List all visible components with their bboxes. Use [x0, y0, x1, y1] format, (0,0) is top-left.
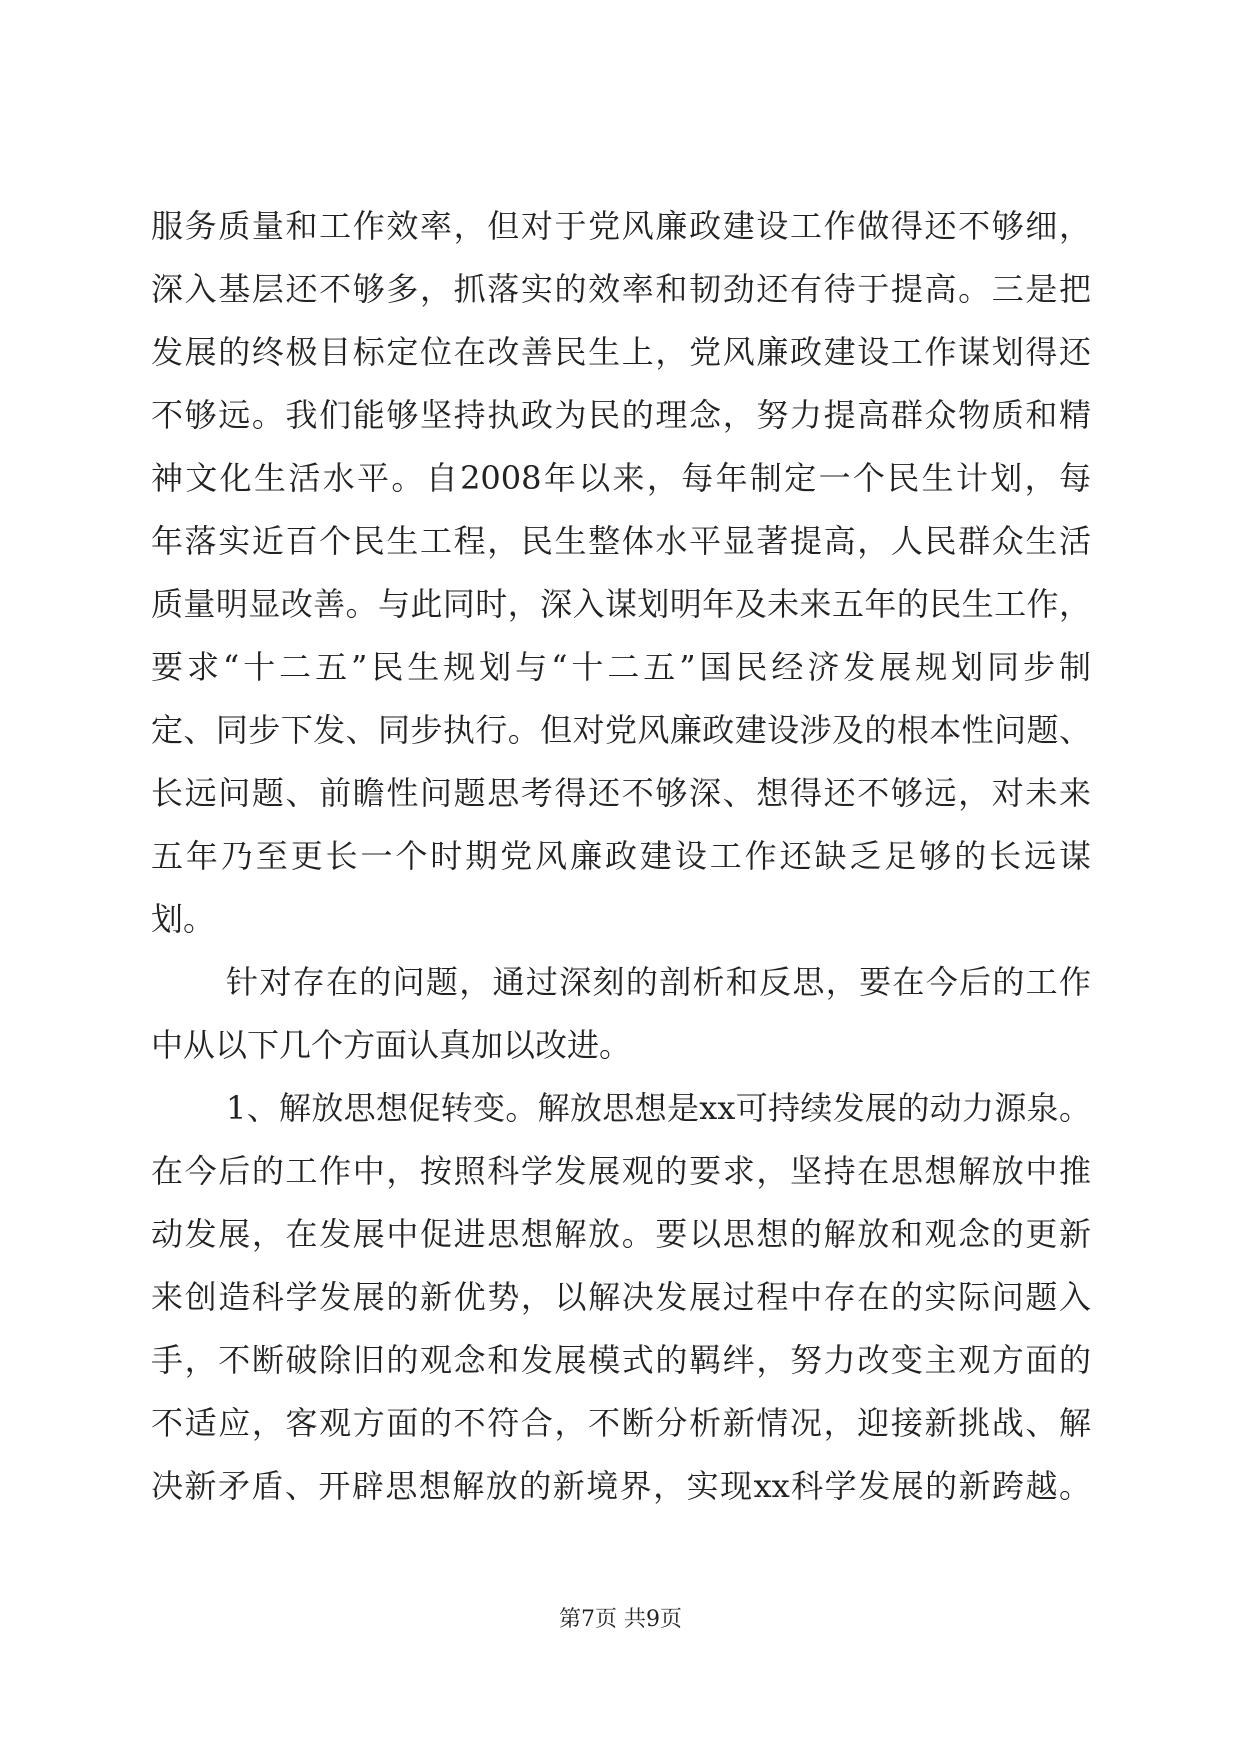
document-body — [151, 195, 1091, 1518]
text-line: 划。 — [151, 900, 216, 938]
text-line: 中从以下几个方面认真加以改进。 — [151, 1026, 632, 1064]
page-footer — [0, 1605, 1241, 1635]
text-line: 长远问题、前瞻性问题思考得还不够深、想得还不够远，对未来 — [151, 774, 1091, 812]
text-line: 深入基层还不够多，抓落实的效率和韧劲还有待于提高。三是把 — [151, 270, 1091, 308]
text-line: 决新矛盾、开辟思想解放的新境界，实现xx科学发展的新跨越。 — [151, 1467, 1091, 1505]
text-line: 手，不断破除旧的观念和发展模式的羁绊，努力改变主观方面的 — [151, 1341, 1091, 1379]
text-line: 要求“十二五”民生规划与“十二五”国民经济发展规划同步制 — [151, 648, 1091, 686]
text-line: 不够远。我们能够坚持执政为民的理念，努力提高群众物质和精 — [151, 396, 1091, 434]
page-number: 第7页 共9页 — [559, 1607, 682, 1632]
text-line: 发展的终极目标定位在改善民生上，党风廉政建设工作谋划得还 — [151, 333, 1091, 371]
text-line: 定、同步下发、同步执行。但对党风廉政建设涉及的根本性问题、 — [151, 711, 1091, 749]
text-line: 在今后的工作中，按照科学发展观的要求，坚持在思想解放中推 — [151, 1152, 1091, 1190]
text-line: 五年乃至更长一个时期党风廉政建设工作还缺乏足够的长远谋 — [151, 837, 1091, 875]
text-line: 动发展，在发展中促进思想解放。要以思想的解放和观念的更新 — [151, 1215, 1091, 1253]
text-line: 年落实近百个民生工程，民生整体水平显著提高，人民群众生活 — [151, 522, 1091, 560]
text-line: 来创造科学发展的新优势，以解决发展过程中存在的实际问题入 — [151, 1278, 1091, 1316]
text-line: 神文化生活水平。自2008年以来，每年制定一个民生计划，每 — [151, 459, 1091, 497]
paragraph-first-line: 针对存在的问题，通过深刻的剖析和反思，要在今后的工作 — [226, 963, 1091, 1001]
text-line: 质量明显改善。与此同时，深入谋划明年及未来五年的民生工作， — [151, 585, 1091, 623]
text-line: 服务质量和工作效率，但对于党风廉政建设工作做得还不够细， — [151, 207, 1091, 245]
text-line: 不适应，客观方面的不符合，不断分析新情况，迎接新挑战、解 — [151, 1404, 1091, 1442]
paragraph-first-line: 1、解放思想促转变。解放思想是xx可持续发展的动力源泉。 — [226, 1089, 1091, 1127]
